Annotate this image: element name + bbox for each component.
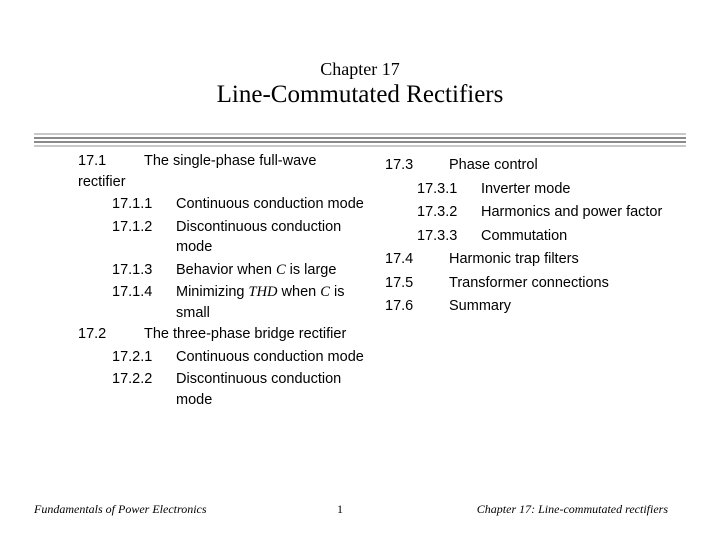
divider-rule — [34, 133, 686, 147]
toc-number: 17.1 — [78, 153, 107, 169]
toc-text-italic: C — [320, 284, 330, 300]
toc-text: Phase control — [449, 157, 538, 173]
toc-number: 17.4 — [385, 251, 414, 267]
toc-number: 17.1.3 — [112, 261, 153, 278]
toc-text-part: when — [277, 284, 321, 300]
toc-entry — [78, 282, 368, 323]
toc-entry — [385, 296, 685, 317]
chapter-title: Line-Commutated Rectifiers — [216, 81, 504, 108]
divider-line — [34, 133, 686, 135]
toc-text: Continuous conduction mode — [176, 348, 364, 365]
footer-book-title: Fundamentals of Power Electronics — [34, 502, 207, 516]
toc-number: 17.3.1 — [417, 180, 458, 197]
toc-text: The three-phase bridge rectifier — [144, 326, 347, 342]
divider-line — [34, 145, 686, 147]
toc-text: Commutation — [481, 227, 568, 244]
page-number: 1 — [337, 502, 343, 516]
toc-entry — [385, 273, 685, 294]
toc-number: 17.1.4 — [112, 284, 153, 300]
toc-number: 17.5 — [385, 274, 414, 291]
toc-number: 17.3 — [385, 157, 414, 173]
toc-text: Transformer connections — [449, 274, 609, 291]
toc-number: 17.2.2 — [112, 371, 153, 387]
toc-entry — [78, 369, 368, 410]
toc-text: Summary — [449, 298, 512, 314]
toc-text-italic: THD — [248, 284, 278, 300]
toc-entry — [385, 226, 685, 247]
toc-entry — [78, 217, 368, 258]
slide-title-block — [0, 58, 720, 110]
toc-text-part: Minimizing — [176, 284, 249, 300]
toc-text: Harmonics and power factor — [481, 204, 663, 220]
toc-left-column — [78, 151, 368, 411]
toc-entry — [78, 194, 368, 215]
toc-entry — [78, 260, 368, 281]
toc-entry — [78, 324, 368, 345]
toc-text-part: is small — [176, 284, 345, 321]
toc-number: 17.3.2 — [417, 204, 458, 220]
toc-number: 17.1.1 — [112, 196, 153, 212]
toc-text: Inverter mode — [481, 180, 571, 197]
footer-chapter-title: Chapter 17: Line-commutated rectifiers — [476, 502, 668, 516]
toc-number: 17.2.1 — [112, 348, 153, 365]
toc-text: Harmonic trap filters — [449, 251, 579, 267]
toc-right-column — [385, 155, 685, 320]
toc-number: 17.1.2 — [112, 218, 153, 235]
toc-text: Continuous conduction mode — [176, 196, 364, 212]
toc-entry — [385, 155, 685, 176]
toc-entry — [385, 249, 685, 270]
toc-text: Discontinuous conduction mode — [176, 218, 342, 255]
divider-line — [34, 137, 686, 139]
toc-entry — [78, 151, 368, 192]
toc-text: Discontinuous conduction mode — [176, 371, 342, 408]
toc-text-part: is large — [285, 261, 337, 278]
toc-entry — [78, 347, 368, 368]
toc-number: 17.6 — [385, 298, 414, 314]
toc-entry — [385, 179, 685, 200]
toc-text-italic: C — [275, 261, 286, 278]
chapter-number: Chapter 17 — [320, 59, 400, 79]
divider-line — [34, 141, 686, 143]
toc-number: 17.2 — [78, 326, 107, 342]
toc-entry — [385, 202, 685, 223]
toc-text: The single-phase full-wave rectifier — [78, 153, 317, 190]
toc-number: 17.3.3 — [417, 227, 458, 244]
toc-text-part: Behavior when — [176, 261, 276, 278]
